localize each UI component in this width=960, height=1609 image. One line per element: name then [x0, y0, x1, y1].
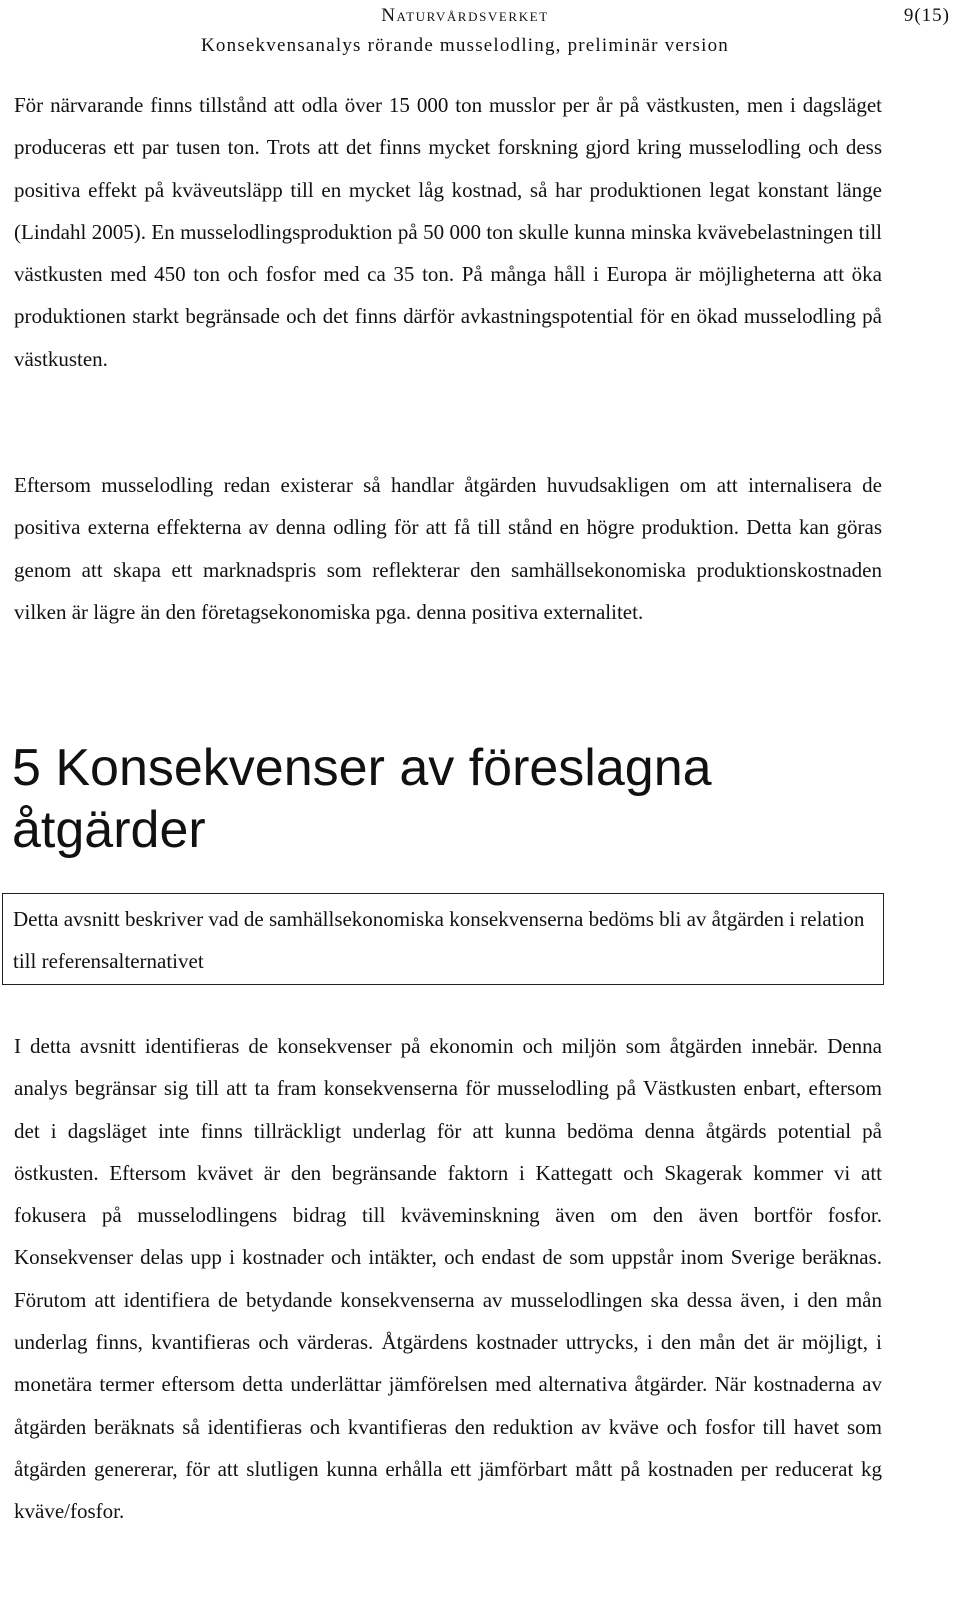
organization-name: Naturvårdsverket — [381, 5, 549, 26]
measure-paragraph: Eftersom musselodling redan existerar så handlar åtgärden huvudsakligen om att internalisera de positiva externa effekterna av denna odling för att få till stånd en högre produktion. Detta kan göras genom att skapa ett marknadspris som reflekterar den samhällsekonomiska produktionskostnaden vilken är lägre än den företagsekonomiska pga. denna positiva externalitet. — [14, 473, 882, 624]
page-header — [0, 4, 960, 64]
intro-paragraph: För närvarande finns tillstånd att odla över 15 000 ton musslor per år på västkusten, men i dagsläget produceras ett par tusen ton. Trots att det finns mycket forskning gjord kring musselodling och dess positiva effekt på kväveutsläpp till en mycket låg kostnad, så har produktionen legat konstant länge (Lindahl 2005). En musselodlingsproduktion på 50 000 ton skulle kunna minska kvävebelastningen till västkusten med 450 ton och fosfor med ca 35 ton. På många håll i Europa är möjligheterna att öka produktionen starkt begränsade och det finns därför avkastningspotential för en ökad musselodling på västkusten. — [14, 93, 882, 371]
section-body-paragraph: I detta avsnitt identifieras de konsekvenser på ekonomin och miljön som åtgärden innebär. Denna analys begränsar sig till att ta fram konsekvenserna för musselodling på Västkusten enbart, eftersom det i dagsläget inte finns tillräckligt underlag för att kunna bedöma denna åtgärds potential på östkusten. Eftersom kvävet är den begränsande faktorn i Kattegatt och Skagerak kommer vi att fokusera på musselodlingens bidrag till kväveminskning även om den även bortför fosfor. Konsekvenser delas upp i kostnader och intäkter, och endast de som uppstår inom Sverige beräknas. Förutom att identifiera de betydande konsekvenserna av musselodlingen ska dessa även, i den mån underlag finns, kvantifieras och värderas. Åtgärdens kostnader uttrycks, i den mån det är möjligt, i monetära termer eftersom detta underlättar jämförelsen med alternativa åtgärder. När kostnaderna av åtgärden beräknats så identifieras och kvantifieras den reduktion av kväve och fosfor till havet som åtgärden genererar, för att slutligen kunna erhålla ett jämförbart mått på kostnaden per reducerat kg kväve/fosfor. — [14, 1034, 882, 1524]
section-summary-box — [2, 893, 884, 985]
section-heading: 5 Konsekvenser av föreslagna åtgärder — [12, 739, 712, 859]
page-number: 9(15) — [903, 5, 950, 26]
section-summary-text: Detta avsnitt beskriver vad de samhällsekonomiska konsekvenserna bedöms bli av åtgärden i relation till referensalternativet — [13, 907, 865, 973]
document-subtitle: Konsekvensanalys rörande musselodling, preliminär version — [201, 35, 729, 56]
